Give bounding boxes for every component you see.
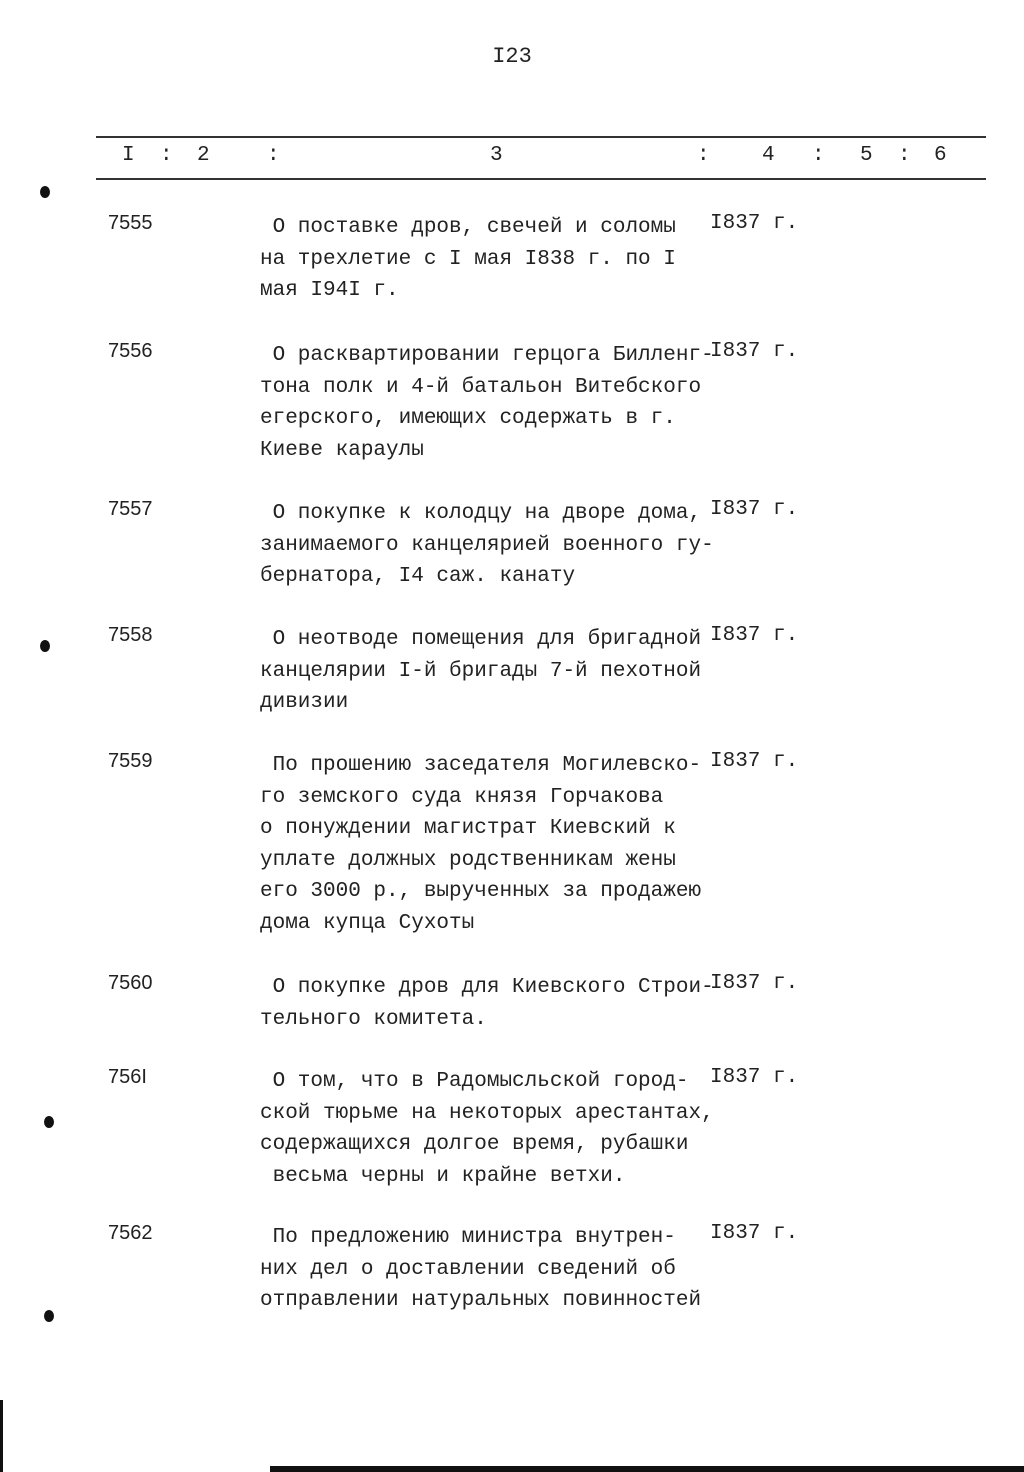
column-header: 4 bbox=[762, 144, 775, 167]
entry-year: I837 г. bbox=[710, 212, 799, 235]
description-line: весьма черны и крайне ветхи. bbox=[260, 1164, 626, 1188]
description-line: По предложению министра внутрен- bbox=[260, 1226, 676, 1249]
description-line: уплате должных родственникам жены bbox=[260, 848, 676, 872]
entry-year: I837 г. bbox=[710, 624, 799, 647]
entry-number: 7562 bbox=[108, 1222, 153, 1244]
header-rule-top bbox=[96, 136, 986, 138]
entry-description bbox=[260, 972, 714, 1035]
entry-number: 7555 bbox=[108, 212, 153, 234]
description-line: его 3000 р., вырученных за продажею bbox=[260, 880, 702, 903]
description-line: на трехлетие с I мая I838 г. по I bbox=[260, 247, 676, 271]
description-line: тельного комитета. bbox=[260, 1007, 487, 1031]
entry-year: I837 г. bbox=[710, 750, 799, 773]
page-number: I23 bbox=[492, 44, 532, 69]
description-line: дома купца Сухоты bbox=[260, 911, 475, 935]
entry-description bbox=[260, 1222, 701, 1317]
description-line: канцелярии I-й бригады 7-й пехотной bbox=[260, 659, 702, 683]
entry-description bbox=[260, 624, 701, 719]
description-line: ской тюрьме на некоторых арестантах, bbox=[260, 1101, 714, 1125]
column-header: I bbox=[122, 144, 135, 167]
entry-year: I837 г. bbox=[710, 498, 799, 521]
entry-year: I837 г. bbox=[710, 972, 799, 995]
description-line: О покупке к колодцу на дворе дома, bbox=[260, 502, 702, 525]
entry-year: I837 г. bbox=[710, 1222, 799, 1245]
description-line: го земского суда князя Горчакова bbox=[260, 785, 664, 809]
description-line: О поставке дров, свечей и соломы bbox=[260, 216, 676, 239]
description-line: дивизии bbox=[260, 691, 349, 714]
description-line: них дел о доставлении сведений об bbox=[260, 1257, 676, 1281]
entry-description bbox=[260, 750, 701, 939]
description-line: отправлении натуральных повинностей bbox=[260, 1289, 702, 1312]
column-separator: : bbox=[697, 144, 710, 167]
entry-number: 756I bbox=[108, 1066, 147, 1088]
entry-number: 7560 bbox=[108, 972, 153, 994]
column-separator: : bbox=[267, 144, 280, 167]
column-separator: : bbox=[812, 144, 825, 167]
description-line: бернатора, I4 саж. канату bbox=[260, 565, 576, 588]
entry-description bbox=[260, 1066, 714, 1192]
description-line: Киеве караулы bbox=[260, 438, 424, 462]
scan-edge-bottom bbox=[270, 1466, 1024, 1472]
description-line: тона полк и 4-й батальон Витебского bbox=[260, 375, 702, 399]
description-line: О неотводе помещения для бригадной bbox=[260, 628, 702, 651]
entry-description bbox=[260, 498, 714, 593]
entry-year: I837 г. bbox=[710, 1066, 799, 1089]
description-line: о понуждении магистрат Киевский к bbox=[260, 817, 676, 840]
description-line: содержащихся долгое время, рубашки bbox=[260, 1133, 689, 1156]
punch-hole-mark bbox=[40, 186, 50, 198]
entry-number: 7556 bbox=[108, 340, 153, 362]
punch-hole-mark bbox=[40, 640, 50, 652]
header-rule-bottom bbox=[96, 178, 986, 180]
punch-hole-mark bbox=[44, 1310, 54, 1322]
entry-year: I837 г. bbox=[710, 340, 799, 363]
column-header: 6 bbox=[934, 144, 947, 167]
description-line: О расквартировании герцога Билленг- bbox=[260, 344, 714, 367]
entry-description bbox=[260, 212, 676, 307]
description-line: О покупке дров для Киевского Строи- bbox=[260, 976, 714, 999]
description-line: мая I94I г. bbox=[260, 279, 399, 302]
scan-edge-left bbox=[0, 1400, 3, 1472]
entry-number: 7557 bbox=[108, 498, 153, 520]
description-line: По прошению заседателя Могилевско- bbox=[260, 754, 702, 777]
column-separator: : bbox=[898, 144, 911, 167]
description-line: О том, что в Радомысльской город- bbox=[260, 1070, 689, 1093]
column-separator: : bbox=[160, 144, 173, 167]
description-line: егерского, имеющих содержать в г. bbox=[260, 407, 676, 430]
column-header: 3 bbox=[490, 144, 503, 167]
entry-description bbox=[260, 340, 714, 466]
punch-hole-mark bbox=[44, 1116, 54, 1128]
entry-number: 7559 bbox=[108, 750, 153, 772]
entry-number: 7558 bbox=[108, 624, 153, 646]
description-line: занимаемого канцелярией военного гу- bbox=[260, 533, 714, 557]
column-header: 5 bbox=[860, 144, 873, 167]
column-header: 2 bbox=[197, 144, 210, 167]
